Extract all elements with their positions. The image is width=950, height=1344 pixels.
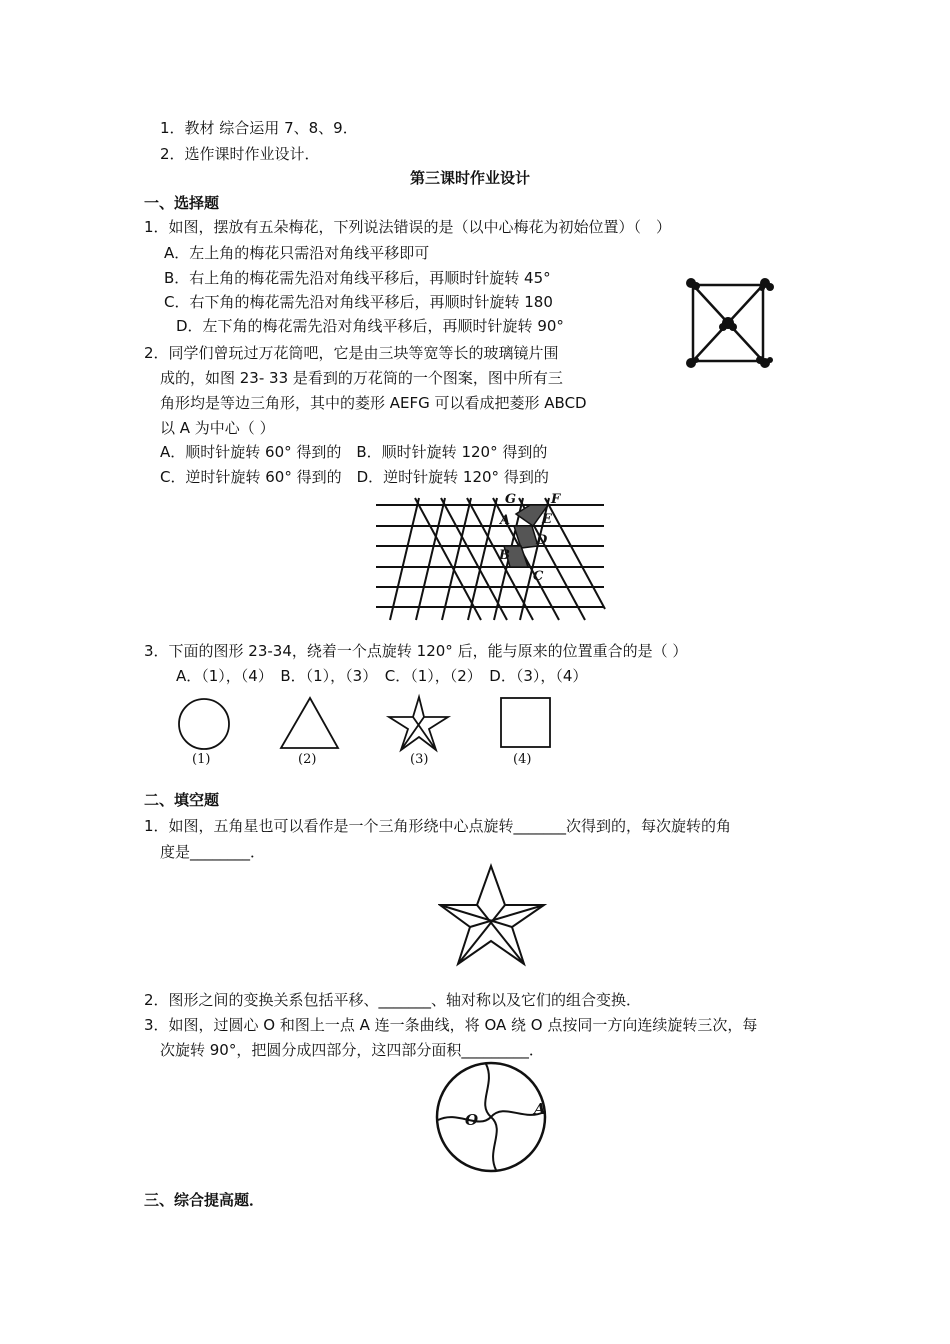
q2-line-4: 以 A 为中心（ ）	[160, 419, 275, 437]
q3-stem: 3．下面的图形 23-34，绕着一个点旋转 120° 后，能与原来的位置重合的是（ ）	[144, 642, 688, 660]
five-pointed-star-figure	[438, 860, 548, 970]
fill-q2: 2．图形之间的变换关系包括平移、_______、轴对称以及它们的组合变换．	[144, 991, 642, 1009]
shape-triangle	[281, 698, 338, 748]
shape-circle	[179, 699, 229, 749]
label-o: O	[465, 1111, 479, 1129]
q2-line-2: 成的，如图 23- 33 是看到的万花筒的一个图案，图中所有三	[160, 369, 563, 387]
q2-line-1: 2．同学们曾玩过万花筒吧，它是由三块等宽等长的玻璃镜片围	[144, 344, 559, 362]
label-c: C	[533, 569, 544, 584]
section1-heading: 一、选择题	[144, 194, 220, 212]
q3-shapes	[170, 692, 570, 754]
q1-option-a: A．左上角的梅花只需沿对角线平移即可	[164, 244, 430, 262]
q2-options-2: C．逆时针旋转 60° 得到的 D．逆时针旋转 120° 得到的	[160, 468, 549, 486]
shape-square	[501, 698, 550, 747]
section2-heading: 二、填空题	[144, 791, 220, 809]
caption-4: (4)	[513, 752, 532, 767]
caption-3: (3)	[410, 752, 429, 767]
top-line-2: 2．选作课时作业设计．	[160, 145, 320, 163]
fill-q3-line-1: 3．如图，过圆心 O 和图上一点 A 连一条曲线，将 OA 绕 O 点按同一方向连续旋转三次，每	[144, 1016, 758, 1034]
label-a: A	[500, 513, 511, 528]
label-g: G	[505, 492, 517, 507]
q1-stem: 1．如图，摆放有五朵梅花，下列说法错误的是（以中心梅花为初始位置）（ ）	[144, 218, 672, 236]
plum-blossom-figure	[680, 272, 780, 372]
q1-option-d: D．左下角的梅花需先沿对角线平移后，再顺时针旋转 90°	[176, 317, 564, 335]
lattice-lines	[376, 498, 605, 620]
caption-2: (2)	[298, 752, 317, 767]
label-f: F	[551, 492, 561, 507]
fill-q3-line-2: 次旋转 90°，把圆分成四部分，这四部分面积_________．	[160, 1041, 544, 1059]
fill-q1-line-1: 1．如图，五角星也可以看作是一个三角形绕中心点旋转_______次得到的，每次旋转的角	[144, 817, 732, 835]
circle-curves-figure	[434, 1060, 564, 1180]
label-b: B	[499, 548, 510, 563]
q1-option-c: C．右下角的梅花需先沿对角线平移后，再顺时针旋转 180	[164, 293, 553, 311]
q1-option-b: B．右上角的梅花需先沿对角线平移后，再顺时针旋转 45°	[164, 269, 551, 287]
section3-heading: 三、综合提高题．	[144, 1191, 265, 1209]
q2-line-3: 角形均是等边三角形，其中的菱形 AEFG 可以看成把菱形 ABCD	[160, 394, 587, 412]
q2-options-1: A．顺时针旋转 60° 得到的 B．顺时针旋转 120° 得到的	[160, 443, 548, 461]
kaleidoscope-figure	[370, 488, 610, 624]
label-d: D	[536, 533, 548, 548]
caption-1: (1)	[192, 752, 211, 767]
q3-options: A．（1），（4） B．（1），（3） C．（1），（2） D．（3），（4）	[176, 667, 588, 685]
label-e: E	[542, 512, 552, 527]
page-title: 第三课时作业设计	[410, 169, 531, 187]
fill-q1-line-2: 度是________．	[160, 843, 266, 861]
top-line-1: 1．教材 综合运用 7、8、9．	[160, 119, 358, 137]
label-a: A	[534, 1100, 546, 1118]
